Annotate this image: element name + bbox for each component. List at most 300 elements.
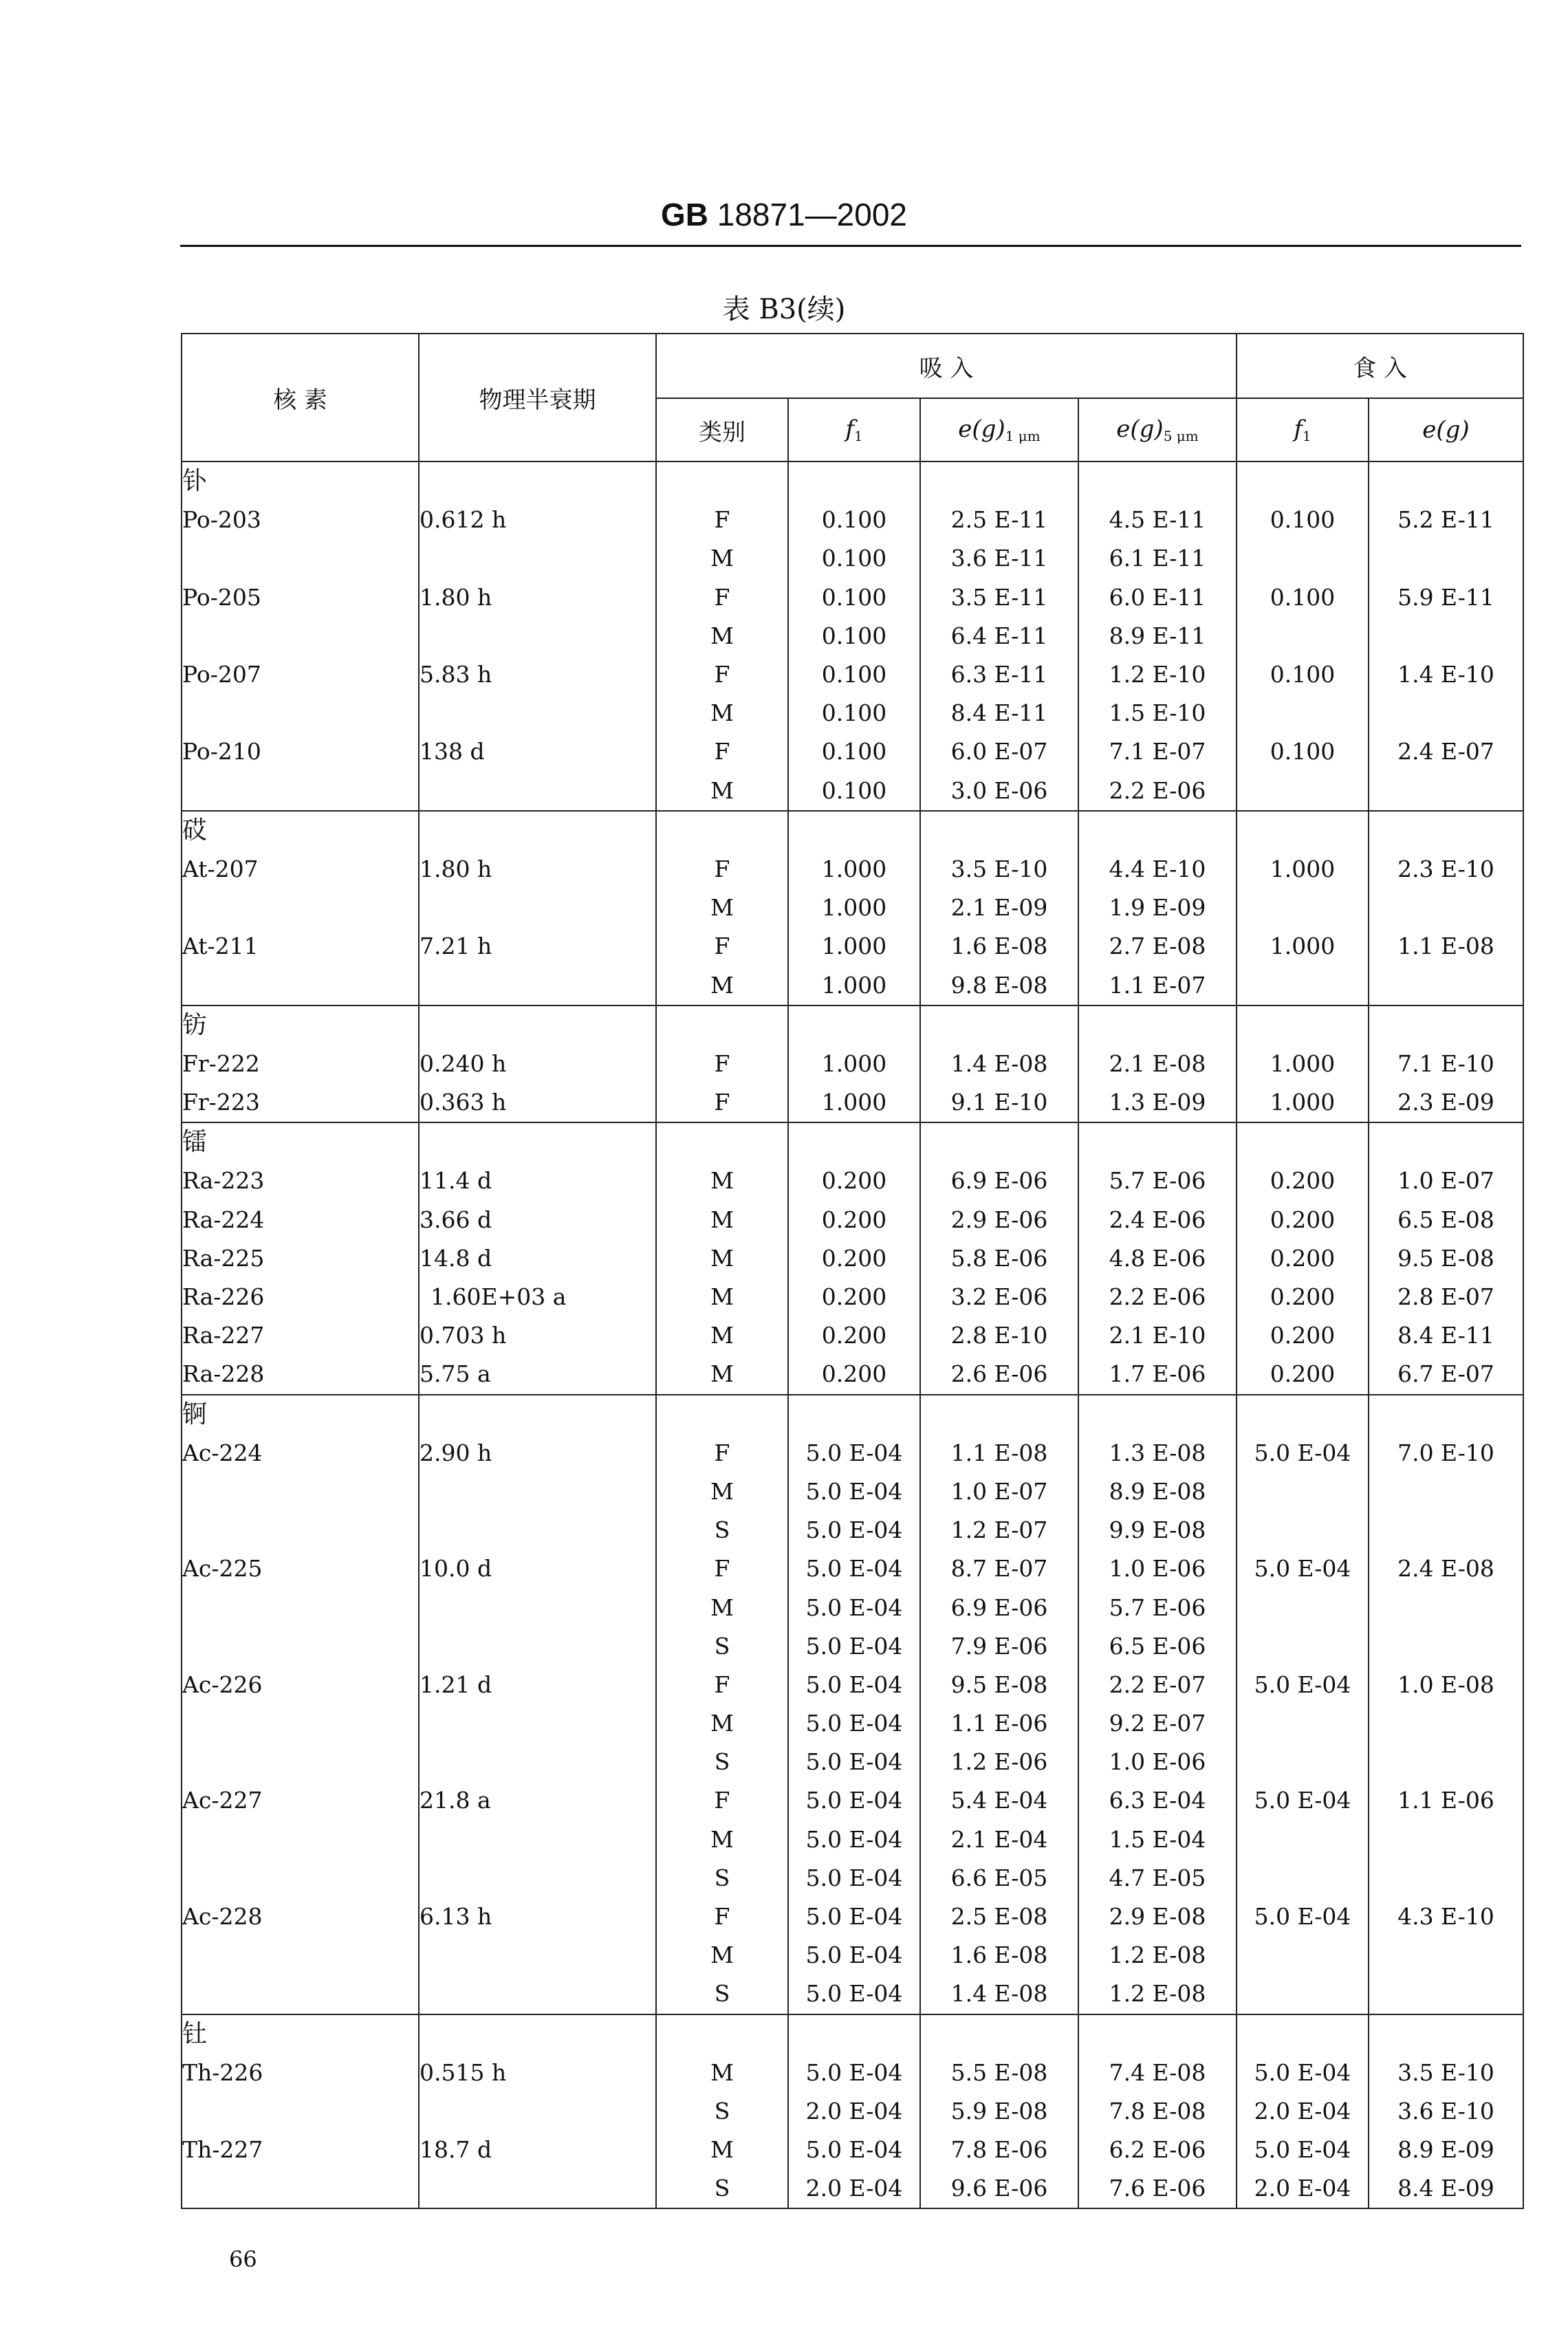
type-cell: S bbox=[656, 2092, 788, 2131]
empty-cell bbox=[1369, 461, 1523, 501]
f1-ingestion-cell: 5.0 E-04 bbox=[1237, 1898, 1369, 1936]
nuclide-cell bbox=[182, 966, 419, 1005]
f1-inhalation-cell: 2.0 E-04 bbox=[788, 2169, 920, 2208]
nuclide-cell bbox=[182, 2092, 419, 2131]
e-ingestion-cell bbox=[1369, 1743, 1523, 1781]
nuclide-cell: At-207 bbox=[182, 850, 419, 889]
half-life-cell bbox=[419, 1859, 656, 1898]
table-row bbox=[182, 578, 1523, 617]
type-cell: M bbox=[656, 1316, 788, 1355]
col-f1-ingestion bbox=[1237, 398, 1369, 461]
half-life-cell bbox=[419, 1975, 656, 2014]
f1-inhalation-cell: 5.0 E-04 bbox=[788, 1898, 920, 1936]
f1-ingestion-cell: 0.200 bbox=[1237, 1278, 1369, 1316]
e-5um-cell: 7.4 E-08 bbox=[1078, 2054, 1237, 2092]
empty-cell bbox=[419, 811, 656, 850]
e-subscript-5um: 5 μm bbox=[1163, 428, 1199, 444]
f1-inhalation-cell: 5.0 E-04 bbox=[788, 1859, 920, 1898]
e-5um-cell: 1.9 E-09 bbox=[1078, 889, 1237, 927]
f1-inhalation-cell: 5.0 E-04 bbox=[788, 2054, 920, 2092]
nuclide-cell: Ac-224 bbox=[182, 1434, 419, 1472]
e-1um-cell: 1.2 E-07 bbox=[920, 1511, 1078, 1550]
e-1um-cell: 7.8 E-06 bbox=[920, 2131, 1078, 2169]
col-e-1um bbox=[920, 398, 1078, 461]
empty-cell bbox=[920, 811, 1078, 850]
empty-cell bbox=[1237, 461, 1369, 501]
e-ingestion-cell: 2.4 E-07 bbox=[1369, 732, 1523, 771]
e-5um-cell: 6.2 E-06 bbox=[1078, 2131, 1237, 2169]
table-row bbox=[182, 1355, 1523, 1394]
element-group-row bbox=[182, 1395, 1523, 1434]
empty-cell bbox=[1237, 1122, 1369, 1162]
f1-ingestion-cell: 1.000 bbox=[1237, 850, 1369, 889]
element-group-row bbox=[182, 811, 1523, 850]
table-row bbox=[182, 1743, 1523, 1781]
f1-ingestion-cell bbox=[1237, 1588, 1369, 1627]
half-life-cell: 10.0 d bbox=[419, 1550, 656, 1588]
half-life-cell bbox=[419, 889, 656, 927]
empty-cell bbox=[920, 461, 1078, 501]
f1-symbol: f bbox=[845, 415, 854, 443]
empty-cell bbox=[1237, 2014, 1369, 2054]
element-name: 锕 bbox=[182, 1395, 419, 1434]
f1-ingestion-cell bbox=[1237, 1859, 1369, 1898]
e-ingestion-cell bbox=[1369, 1627, 1523, 1666]
half-life-cell: 14.8 d bbox=[419, 1239, 656, 1278]
standard-number: 18871—2002 bbox=[717, 197, 908, 232]
half-life-cell: 1.80 h bbox=[419, 578, 656, 617]
f1-ingestion-cell: 5.0 E-04 bbox=[1237, 1434, 1369, 1472]
e-ingestion-cell: 6.7 E-07 bbox=[1369, 1355, 1523, 1394]
table-row bbox=[182, 1588, 1523, 1627]
type-cell: F bbox=[656, 655, 788, 694]
f1-ingestion-cell bbox=[1237, 966, 1369, 1005]
type-cell: M bbox=[656, 1278, 788, 1316]
f1-inhalation-cell: 5.0 E-04 bbox=[788, 1975, 920, 2014]
e-1um-cell: 6.9 E-06 bbox=[920, 1588, 1078, 1627]
half-life-cell: 1.60E+03 a bbox=[419, 1278, 656, 1316]
empty-cell bbox=[1078, 1005, 1237, 1045]
e-1um-cell: 1.4 E-08 bbox=[920, 1975, 1078, 2014]
half-life-cell bbox=[419, 2169, 656, 2208]
e-ingestion-cell bbox=[1369, 772, 1523, 811]
e-1um-cell: 1.6 E-08 bbox=[920, 1936, 1078, 1975]
empty-cell bbox=[419, 1395, 656, 1434]
f1-inhalation-cell: 5.0 E-04 bbox=[788, 1666, 920, 1704]
e-1um-cell: 6.9 E-06 bbox=[920, 1162, 1078, 1200]
f1-ingestion-cell: 1.000 bbox=[1237, 1083, 1369, 1122]
e-1um-cell: 1.0 E-07 bbox=[920, 1472, 1078, 1511]
e-5um-cell: 2.2 E-06 bbox=[1078, 772, 1237, 811]
half-life-cell bbox=[419, 1936, 656, 1975]
empty-cell bbox=[419, 2014, 656, 2054]
element-group-row bbox=[182, 461, 1523, 501]
table-row bbox=[182, 966, 1523, 1005]
nuclide-cell: Ra-226 bbox=[182, 1278, 419, 1316]
e-1um-cell: 8.7 E-07 bbox=[920, 1550, 1078, 1588]
type-cell: F bbox=[656, 578, 788, 617]
empty-cell bbox=[419, 461, 656, 501]
half-life-cell: 5.75 a bbox=[419, 1355, 656, 1394]
empty-cell bbox=[1078, 811, 1237, 850]
nuclide-cell: At-211 bbox=[182, 927, 419, 966]
half-life-cell: 138 d bbox=[419, 732, 656, 771]
e-5um-cell: 4.7 E-05 bbox=[1078, 1859, 1237, 1898]
nuclide-cell bbox=[182, 1588, 419, 1627]
table-row bbox=[182, 732, 1523, 771]
nuclide-cell bbox=[182, 1511, 419, 1550]
e-1um-cell: 2.8 E-10 bbox=[920, 1316, 1078, 1355]
col-type: 类别 bbox=[656, 398, 788, 461]
empty-cell bbox=[656, 1122, 788, 1162]
nuclide-cell bbox=[182, 2169, 419, 2208]
f1-ingestion-cell: 0.200 bbox=[1237, 1316, 1369, 1355]
e-1um-cell: 2.6 E-06 bbox=[920, 1355, 1078, 1394]
f1-ingestion-cell bbox=[1237, 1975, 1369, 2014]
f1-ingestion-cell bbox=[1237, 889, 1369, 927]
e-1um-cell: 9.5 E-08 bbox=[920, 1666, 1078, 1704]
f1-inhalation-cell: 2.0 E-04 bbox=[788, 2092, 920, 2131]
e-5um-cell: 1.0 E-06 bbox=[1078, 1550, 1237, 1588]
e-1um-cell: 5.4 E-04 bbox=[920, 1781, 1078, 1820]
table-row bbox=[182, 1666, 1523, 1704]
f1-subscript: 1 bbox=[853, 428, 863, 444]
col-e-5um bbox=[1078, 398, 1237, 461]
half-life-cell bbox=[419, 966, 656, 1005]
type-cell: S bbox=[656, 1511, 788, 1550]
f1-symbol: f bbox=[1294, 415, 1303, 443]
empty-cell bbox=[1369, 1395, 1523, 1434]
half-life-cell bbox=[419, 2092, 656, 2131]
col-e-ingestion bbox=[1369, 398, 1523, 461]
e-ingestion-cell: 1.0 E-08 bbox=[1369, 1666, 1523, 1704]
e-5um-cell: 1.5 E-04 bbox=[1078, 1820, 1237, 1859]
nuclide-cell bbox=[182, 889, 419, 927]
table-row bbox=[182, 1704, 1523, 1743]
e-1um-cell: 1.1 E-06 bbox=[920, 1704, 1078, 1743]
type-cell: F bbox=[656, 1666, 788, 1704]
empty-cell bbox=[656, 1005, 788, 1045]
type-cell: S bbox=[656, 1627, 788, 1666]
table-row bbox=[182, 772, 1523, 811]
empty-cell bbox=[1078, 461, 1237, 501]
e-1um-cell: 3.0 E-06 bbox=[920, 772, 1078, 811]
empty-cell bbox=[920, 2014, 1078, 2054]
empty-cell bbox=[419, 1122, 656, 1162]
element-group-row bbox=[182, 1005, 1523, 1045]
type-cell: F bbox=[656, 1550, 788, 1588]
e-5um-cell: 1.3 E-08 bbox=[1078, 1434, 1237, 1472]
nuclide-cell: Ra-223 bbox=[182, 1162, 419, 1200]
half-life-cell bbox=[419, 539, 656, 578]
half-life-cell: 21.8 a bbox=[419, 1781, 656, 1820]
e-ingestion-cell: 6.5 E-08 bbox=[1369, 1201, 1523, 1239]
f1-inhalation-cell: 0.200 bbox=[788, 1316, 920, 1355]
e-ingestion-cell: 7.0 E-10 bbox=[1369, 1434, 1523, 1472]
f1-inhalation-cell: 5.0 E-04 bbox=[788, 1434, 920, 1472]
e-1um-cell: 1.1 E-08 bbox=[920, 1434, 1078, 1472]
f1-inhalation-cell: 1.000 bbox=[788, 889, 920, 927]
f1-ingestion-cell bbox=[1237, 1511, 1369, 1550]
type-cell: M bbox=[656, 1704, 788, 1743]
nuclide-cell bbox=[182, 539, 419, 578]
e-1um-cell: 1.6 E-08 bbox=[920, 927, 1078, 966]
f1-ingestion-cell: 1.000 bbox=[1237, 927, 1369, 966]
e-1um-cell: 1.4 E-08 bbox=[920, 1045, 1078, 1083]
type-cell: M bbox=[656, 2054, 788, 2092]
e-5um-cell: 5.7 E-06 bbox=[1078, 1162, 1237, 1200]
e-5um-cell: 6.0 E-11 bbox=[1078, 578, 1237, 617]
type-cell: M bbox=[656, 1162, 788, 1200]
table-row bbox=[182, 2092, 1523, 2131]
empty-cell bbox=[920, 1122, 1078, 1162]
element-name: 钍 bbox=[182, 2014, 419, 2054]
f1-subscript: 1 bbox=[1302, 428, 1311, 444]
f1-inhalation-cell: 0.200 bbox=[788, 1162, 920, 1200]
f1-inhalation-cell: 5.0 E-04 bbox=[788, 1550, 920, 1588]
nuclide-cell: Th-226 bbox=[182, 2054, 419, 2092]
e-ingestion-cell: 8.4 E-09 bbox=[1369, 2169, 1523, 2208]
e-symbol: e(g) bbox=[1116, 415, 1164, 443]
table-row bbox=[182, 1201, 1523, 1239]
e-5um-cell: 6.3 E-04 bbox=[1078, 1781, 1237, 1820]
table-row bbox=[182, 655, 1523, 694]
e-5um-cell: 2.4 E-06 bbox=[1078, 1201, 1237, 1239]
table-row bbox=[182, 850, 1523, 889]
half-life-cell bbox=[419, 1472, 656, 1511]
f1-inhalation-cell: 0.100 bbox=[788, 501, 920, 539]
e-ingestion-cell: 3.5 E-10 bbox=[1369, 2054, 1523, 2092]
e-ingestion-cell: 8.4 E-11 bbox=[1369, 1316, 1523, 1355]
type-cell: F bbox=[656, 1434, 788, 1472]
page-header bbox=[0, 196, 1568, 233]
e-5um-cell: 1.0 E-06 bbox=[1078, 1743, 1237, 1781]
dose-coefficient-table bbox=[181, 333, 1524, 2209]
nuclide-cell: Po-203 bbox=[182, 501, 419, 539]
empty-cell bbox=[1369, 2014, 1523, 2054]
e-1um-cell: 9.6 E-06 bbox=[920, 2169, 1078, 2208]
col-nuclide: 核 素 bbox=[182, 334, 419, 461]
f1-inhalation-cell: 1.000 bbox=[788, 1045, 920, 1083]
e-symbol: e(g) bbox=[958, 415, 1005, 443]
f1-inhalation-cell: 0.100 bbox=[788, 694, 920, 732]
f1-inhalation-cell: 5.0 E-04 bbox=[788, 1627, 920, 1666]
f1-inhalation-cell: 0.100 bbox=[788, 617, 920, 655]
nuclide-cell bbox=[182, 1704, 419, 1743]
e-1um-cell: 3.5 E-10 bbox=[920, 850, 1078, 889]
half-life-cell: 2.90 h bbox=[419, 1434, 656, 1472]
empty-cell bbox=[656, 811, 788, 850]
type-cell: F bbox=[656, 1898, 788, 1936]
f1-ingestion-cell: 0.200 bbox=[1237, 1239, 1369, 1278]
nuclide-cell bbox=[182, 1859, 419, 1898]
element-name: 钋 bbox=[182, 461, 419, 501]
half-life-cell: 0.240 h bbox=[419, 1045, 656, 1083]
empty-cell bbox=[788, 1005, 920, 1045]
type-cell: S bbox=[656, 1743, 788, 1781]
e-ingestion-cell bbox=[1369, 1588, 1523, 1627]
half-life-cell: 5.83 h bbox=[419, 655, 656, 694]
f1-ingestion-cell: 5.0 E-04 bbox=[1237, 2131, 1369, 2169]
empty-cell bbox=[656, 2014, 788, 2054]
empty-cell bbox=[1237, 1395, 1369, 1434]
table-row bbox=[182, 2131, 1523, 2169]
type-cell: M bbox=[656, 772, 788, 811]
f1-ingestion-cell: 0.200 bbox=[1237, 1201, 1369, 1239]
f1-inhalation-cell: 0.200 bbox=[788, 1239, 920, 1278]
f1-inhalation-cell: 0.200 bbox=[788, 1355, 920, 1394]
empty-cell bbox=[1369, 1122, 1523, 1162]
e-5um-cell: 1.3 E-09 bbox=[1078, 1083, 1237, 1122]
e-ingestion-cell: 1.1 E-06 bbox=[1369, 1781, 1523, 1820]
col-ingestion: 食 入 bbox=[1237, 334, 1523, 398]
col-half-life: 物理半衰期 bbox=[419, 334, 656, 461]
f1-ingestion-cell bbox=[1237, 1704, 1369, 1743]
e-5um-cell: 1.2 E-08 bbox=[1078, 1936, 1237, 1975]
empty-cell bbox=[788, 1395, 920, 1434]
empty-cell bbox=[920, 1395, 1078, 1434]
header-rule bbox=[180, 245, 1521, 247]
table-row bbox=[182, 694, 1523, 732]
f1-ingestion-cell: 0.100 bbox=[1237, 578, 1369, 617]
empty-cell bbox=[1237, 811, 1369, 850]
half-life-cell: 0.612 h bbox=[419, 501, 656, 539]
table-row bbox=[182, 1627, 1523, 1666]
e-5um-cell: 7.8 E-08 bbox=[1078, 2092, 1237, 2131]
e-ingestion-cell: 2.4 E-08 bbox=[1369, 1550, 1523, 1588]
e-1um-cell: 6.6 E-05 bbox=[920, 1859, 1078, 1898]
f1-inhalation-cell: 5.0 E-04 bbox=[788, 2131, 920, 2169]
f1-inhalation-cell: 5.0 E-04 bbox=[788, 1511, 920, 1550]
e-1um-cell: 5.9 E-08 bbox=[920, 2092, 1078, 2131]
empty-cell bbox=[419, 1005, 656, 1045]
half-life-cell bbox=[419, 1511, 656, 1550]
nuclide-cell bbox=[182, 617, 419, 655]
empty-cell bbox=[1369, 811, 1523, 850]
nuclide-cell: Ac-226 bbox=[182, 1666, 419, 1704]
e-5um-cell: 2.9 E-08 bbox=[1078, 1898, 1237, 1936]
nuclide-cell: Ac-227 bbox=[182, 1781, 419, 1820]
e-1um-cell: 8.4 E-11 bbox=[920, 694, 1078, 732]
e-ingestion-cell bbox=[1369, 1704, 1523, 1743]
e-5um-cell: 4.4 E-10 bbox=[1078, 850, 1237, 889]
type-cell: S bbox=[656, 1975, 788, 2014]
f1-ingestion-cell: 5.0 E-04 bbox=[1237, 1666, 1369, 1704]
e-5um-cell: 5.7 E-06 bbox=[1078, 1588, 1237, 1627]
half-life-cell: 0.703 h bbox=[419, 1316, 656, 1355]
half-life-cell bbox=[419, 1743, 656, 1781]
e-ingestion-cell: 1.0 E-07 bbox=[1369, 1162, 1523, 1200]
type-cell: F bbox=[656, 732, 788, 771]
f1-inhalation-cell: 0.100 bbox=[788, 578, 920, 617]
e-1um-cell: 2.9 E-06 bbox=[920, 1201, 1078, 1239]
element-name: 钫 bbox=[182, 1005, 419, 1045]
type-cell: M bbox=[656, 1936, 788, 1975]
e-1um-cell: 5.8 E-06 bbox=[920, 1239, 1078, 1278]
e-5um-cell: 1.7 E-06 bbox=[1078, 1355, 1237, 1394]
e-1um-cell: 6.3 E-11 bbox=[920, 655, 1078, 694]
f1-inhalation-cell: 0.100 bbox=[788, 655, 920, 694]
e-ingestion-cell: 1.1 E-08 bbox=[1369, 927, 1523, 966]
nuclide-cell: Ac-225 bbox=[182, 1550, 419, 1588]
f1-ingestion-cell bbox=[1237, 772, 1369, 811]
e-5um-cell: 2.7 E-08 bbox=[1078, 927, 1237, 966]
table-row bbox=[182, 1045, 1523, 1083]
e-1um-cell: 2.1 E-04 bbox=[920, 1820, 1078, 1859]
e-5um-cell: 1.2 E-08 bbox=[1078, 1975, 1237, 2014]
half-life-cell bbox=[419, 1820, 656, 1859]
type-cell: M bbox=[656, 889, 788, 927]
f1-inhalation-cell: 5.0 E-04 bbox=[788, 1588, 920, 1627]
nuclide-cell: Po-207 bbox=[182, 655, 419, 694]
type-cell: M bbox=[656, 2131, 788, 2169]
nuclide-cell: Po-205 bbox=[182, 578, 419, 617]
f1-inhalation-cell: 0.100 bbox=[788, 772, 920, 811]
e-ingestion-cell bbox=[1369, 1975, 1523, 2014]
nuclide-cell: Ac-228 bbox=[182, 1898, 419, 1936]
table-row bbox=[182, 1781, 1523, 1820]
nuclide-cell: Fr-223 bbox=[182, 1083, 419, 1122]
f1-ingestion-cell: 0.100 bbox=[1237, 655, 1369, 694]
table-row bbox=[182, 889, 1523, 927]
f1-inhalation-cell: 1.000 bbox=[788, 966, 920, 1005]
f1-ingestion-cell bbox=[1237, 539, 1369, 578]
type-cell: S bbox=[656, 1859, 788, 1898]
nuclide-cell bbox=[182, 1975, 419, 2014]
f1-ingestion-cell: 0.200 bbox=[1237, 1162, 1369, 1200]
e-1um-cell: 2.1 E-09 bbox=[920, 889, 1078, 927]
e-5um-cell: 6.5 E-06 bbox=[1078, 1627, 1237, 1666]
empty-cell bbox=[1369, 1005, 1523, 1045]
e-ingestion-cell: 7.1 E-10 bbox=[1369, 1045, 1523, 1083]
f1-inhalation-cell: 1.000 bbox=[788, 1083, 920, 1122]
type-cell: F bbox=[656, 1781, 788, 1820]
nuclide-cell: Ra-227 bbox=[182, 1316, 419, 1355]
e-5um-cell: 2.1 E-08 bbox=[1078, 1045, 1237, 1083]
empty-cell bbox=[1078, 1395, 1237, 1434]
e-5um-cell: 2.2 E-07 bbox=[1078, 1666, 1237, 1704]
nuclide-cell bbox=[182, 1627, 419, 1666]
e-5um-cell: 1.1 E-07 bbox=[1078, 966, 1237, 1005]
element-name: 镭 bbox=[182, 1122, 419, 1162]
e-ingestion-cell: 1.4 E-10 bbox=[1369, 655, 1523, 694]
e-5um-cell: 2.2 E-06 bbox=[1078, 1278, 1237, 1316]
empty-cell bbox=[656, 1395, 788, 1434]
e-5um-cell: 6.1 E-11 bbox=[1078, 539, 1237, 578]
e-ingestion-cell bbox=[1369, 694, 1523, 732]
table-row bbox=[182, 2054, 1523, 2092]
e-ingestion-cell bbox=[1369, 1820, 1523, 1859]
e-1um-cell: 9.8 E-08 bbox=[920, 966, 1078, 1005]
e-5um-cell: 9.9 E-08 bbox=[1078, 1511, 1237, 1550]
e-ingestion-cell bbox=[1369, 1511, 1523, 1550]
e-5um-cell: 4.8 E-06 bbox=[1078, 1239, 1237, 1278]
f1-ingestion-cell: 5.0 E-04 bbox=[1237, 2054, 1369, 2092]
table-body bbox=[182, 461, 1523, 2208]
type-cell: M bbox=[656, 1201, 788, 1239]
table-row bbox=[182, 1472, 1523, 1511]
half-life-cell bbox=[419, 1588, 656, 1627]
type-cell: M bbox=[656, 694, 788, 732]
f1-inhalation-cell: 5.0 E-04 bbox=[788, 1781, 920, 1820]
f1-ingestion-cell: 1.000 bbox=[1237, 1045, 1369, 1083]
table-row bbox=[182, 1316, 1523, 1355]
nuclide-cell bbox=[182, 1743, 419, 1781]
nuclide-cell bbox=[182, 1820, 419, 1859]
type-cell: F bbox=[656, 1083, 788, 1122]
f1-ingestion-cell: 5.0 E-04 bbox=[1237, 1550, 1369, 1588]
f1-ingestion-cell bbox=[1237, 1743, 1369, 1781]
